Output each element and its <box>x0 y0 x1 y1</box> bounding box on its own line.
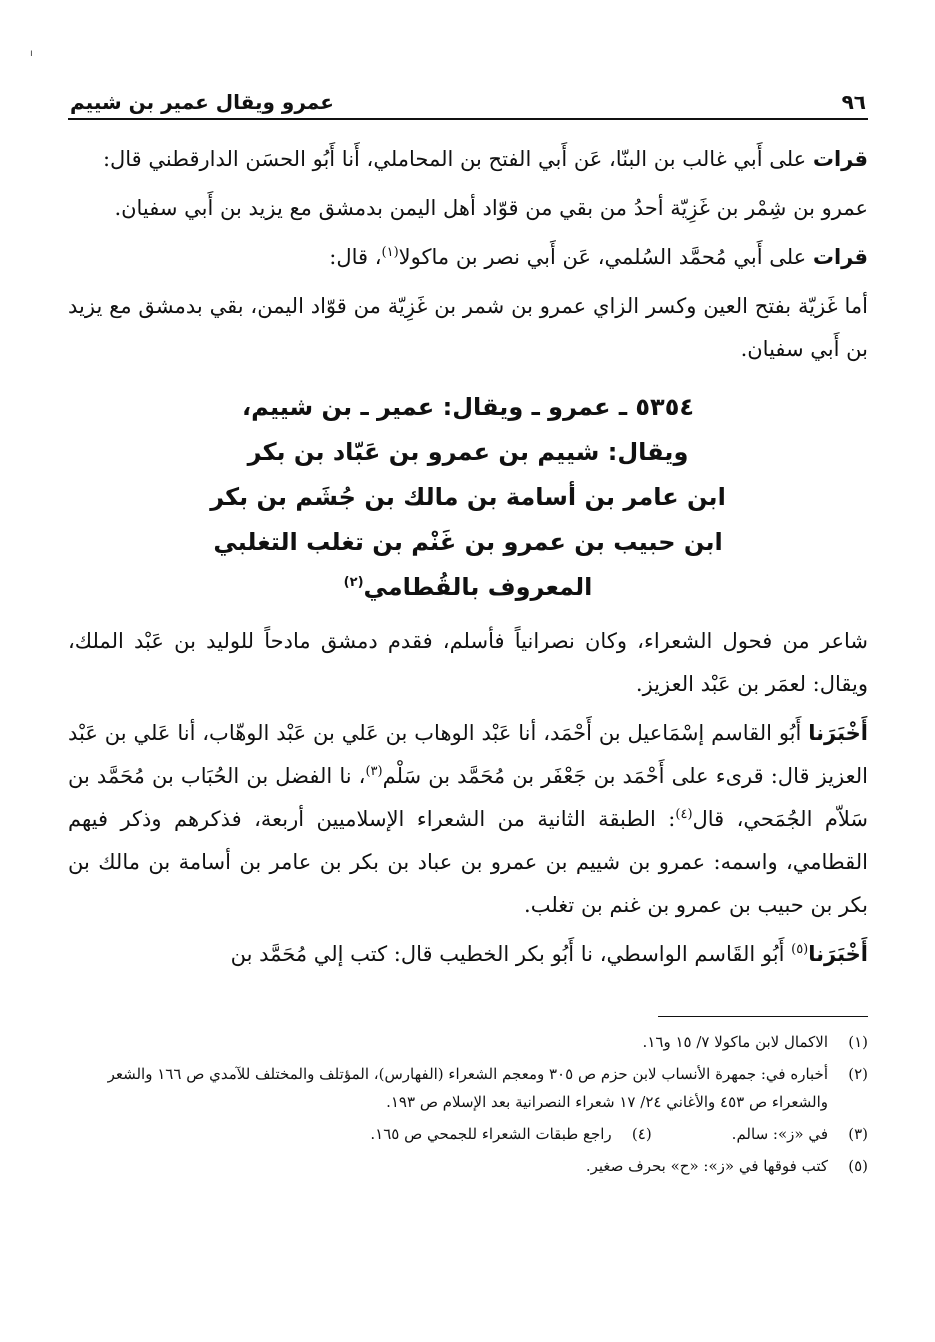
footnote-text: كتب فوقها في «ز»: «ح» بحرف صغير. <box>585 1157 828 1175</box>
paragraph-text: عمرو بن شِمْر بن غَزِيّة أحدُ من بقي من قوّاد أهل اليمن بدمشق مع يزيد بن أَبي سفيان. <box>114 196 868 220</box>
entry-line-4: ابن حبيب بن عمرو بن غَنْم بن تغلب التغلبي <box>213 528 723 556</box>
running-header <box>68 82 868 120</box>
entry-line-1: ٥٣٥٤ ـ عمرو ـ ويقال: عمير ـ بن شييم، <box>242 393 694 421</box>
paragraph-text: على أَبي مُحمَّد السُلمي، عَن أَبي نصر بن ماكولا <box>398 245 813 269</box>
paragraph-lead: أَخْبَرَنا <box>808 942 868 966</box>
footnote-number: (٤) <box>631 1125 652 1143</box>
footnote-text: الاكمال لابن ماكولا ٧/ ١٥ و١٦. <box>642 1033 828 1051</box>
footnote-text: أخباره في: جمهرة الأنساب لابن حزم ص ٣٠٥ ومعجم الشعراء (الفهارس)، المؤتلف والمختلف للآمدي ص ١٦٦ والشعر والشعراء ص ٤٥٣ والأغاني ٢٤/ ١٧ شعراء النصرانية بعد الإسلام ص ١٩٣. <box>107 1065 828 1111</box>
paragraph-lead: أَخْبَرَنا <box>808 721 868 745</box>
paragraph-text: على أَبي غالب بن البنّا، عَن أَبي الفتح بن المحاملي، أَنا أَبُو الحسَن الدارقطني قال: <box>102 147 813 171</box>
footnote-ref-4: (٤) <box>675 807 693 822</box>
page <box>68 82 868 1184</box>
footnote-number: (٢) <box>848 1065 868 1083</box>
page-number: ٩٦ <box>841 90 866 114</box>
paragraph-text: أما غَزيّة بفتح العين وكسر الزاي عمرو بن شمر بن غَزِيّة من قوّاد اليمن، بقي بدمشق مع يزيد بن أَبي سفيان. <box>68 294 868 361</box>
paragraph-text: شاعر من فحول الشعراء، وكان نصرانياً فأسلم، فقدم دمشق مادحاً للوليد بن عَبْد الملك، ويقال: لعمَر بن عَبْد العزيز. <box>68 629 868 696</box>
footnote-4 <box>370 1120 651 1148</box>
margin-mark: ı <box>30 48 33 59</box>
paragraph-tail-2: : الطبقة الثانية من الشعراء الإسلاميين أربعة، فذكرهم وذكر فيهم القطامي، واسمه: عمرو بن شييم بن عمرو بن عباد بن بكر بن عامر بن أسامة بن مالك بن بكر بن حبيب بن عمرو بن غنم بن تغلب. <box>68 807 868 917</box>
footnote-2 <box>68 1060 868 1116</box>
footnote-5 <box>68 1152 868 1180</box>
paragraph-5 <box>68 620 868 706</box>
footnote-ref-2: (٢) <box>343 575 364 590</box>
paragraph-6 <box>68 712 868 927</box>
paragraph-tail: ، نا الفضل بن الحُبَاب بن مُحَمَّد بن سَلاّم الجُمَحي، قال <box>68 764 868 831</box>
entry-line-2: ويقال: شييم بن عمرو بن عَبّاد بن بكر <box>247 438 689 466</box>
paragraph-lead: قرات <box>812 147 868 171</box>
footnotes <box>68 1016 868 1180</box>
footnote-ref-3: (٣) <box>365 764 383 779</box>
footnote-ref-5: (٥) <box>791 942 809 957</box>
footnote-text: راجع طبقات الشعراء للجمحي ص ١٦٥. <box>370 1125 612 1143</box>
footnote-ref-1: (١) <box>381 245 399 260</box>
paragraph-3 <box>68 236 868 279</box>
footnote-text: في «ز»: سالم. <box>731 1125 828 1143</box>
footnote-row <box>68 1120 868 1152</box>
entry-line-5-text: المعروف بالقُطامي <box>363 573 593 601</box>
footnote-3 <box>732 1120 868 1148</box>
paragraph-lead: قرات <box>812 245 868 269</box>
main-text <box>68 138 868 976</box>
paragraph-text: أَبُو القَاسم الواسطي، نا أَبُو بكر الخطيب قال: كتب إلي مُحَمَّد بن <box>230 942 792 966</box>
paragraph-7 <box>68 933 868 976</box>
running-title: عمرو ويقال عمير بن شييم <box>70 90 334 114</box>
paragraph-4 <box>68 285 868 371</box>
footnote-number: (٥) <box>848 1157 868 1175</box>
footnote-1 <box>68 1028 868 1056</box>
footnote-number: (١) <box>848 1033 868 1051</box>
paragraph-2 <box>68 187 868 230</box>
entry-line-5 <box>68 565 868 610</box>
paragraph-tail: ، قال: <box>329 245 382 269</box>
footnote-number: (٣) <box>848 1125 868 1143</box>
entry-heading <box>68 385 868 610</box>
paragraph-1 <box>68 138 868 181</box>
paragraph-text: أَبُو القاسم إسْمَاعيل بن أَحْمَد، أنا عَبْد الوهاب بن عَلي بن عَبْد الوهّاب، أنا عَلي بن عَبْد العزيز قال: قرىء على أَحْمَد بن جَعْفَر بن مُحَمَّد بن سَلْم <box>68 721 868 788</box>
footnote-rule <box>658 1016 868 1017</box>
entry-line-3: ابن عامر بن أسامة بن مالك بن جُشَم بن بكر <box>210 483 726 511</box>
